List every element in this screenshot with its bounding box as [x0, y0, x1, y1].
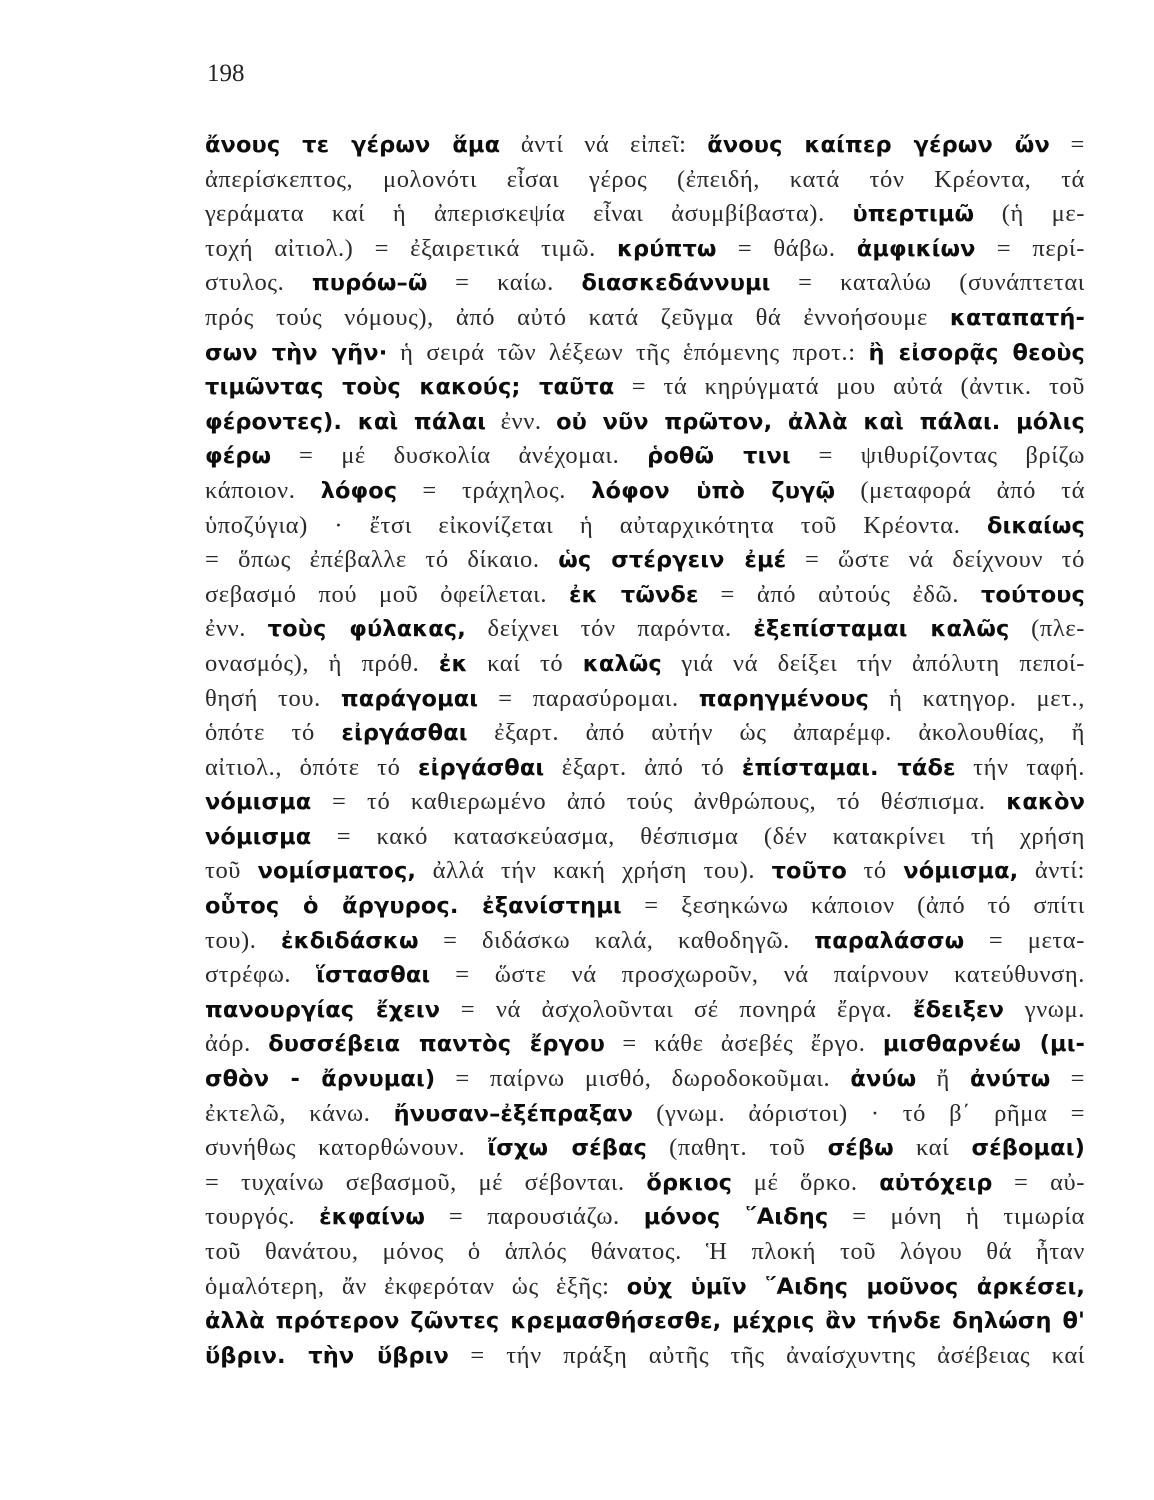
gloss-text: τοχή αἰτιολ.) = ἐξαιρετικά τιμῶ. [205, 234, 617, 262]
text-line [205, 1200, 1085, 1235]
lemma-term: φέρω [205, 443, 272, 470]
lemma-term: νόμισμα, [903, 858, 1019, 885]
gloss-text: ἐξαρτ. ἀπό αὐτήν ὡς ἀπαρέμφ. ἀκολουθίας, ἤ [467, 719, 1086, 747]
gloss-text: ἐνν. [205, 615, 268, 643]
gloss-text: τοῦ [205, 857, 258, 885]
gloss-text: γεράματα καί ἡ ἀπερισκεψία εἶναι ἀσυμβίβαστα). [205, 200, 853, 228]
page-number: 198 [207, 60, 245, 87]
lemma-term: ἐκφαίνω [319, 1204, 425, 1231]
lemma-term: σθὸν - ἄρνυμαι) [205, 1066, 436, 1093]
lemma-term: λόφον ὑπὸ ζυγῷ [591, 477, 836, 504]
text-line [205, 1235, 1085, 1270]
lemma-term: ἀνύω [850, 1066, 917, 1093]
gloss-text: ὑποζύγια) · ἔτσι εἰκονίζεται ἡ αὐταρχικότητα τοῦ Κρέοντα. [205, 511, 987, 539]
gloss-text: = ξεσηκώνω κάποιον (ἀπό τό σπίτι [621, 892, 1085, 920]
gloss-text: = ὅπως ἐπέβαλλε τό δίκαιο. [205, 546, 559, 574]
gloss-text: (γνωμ. ἀόριστοι) · τό β΄ ρῆμα = [633, 1099, 1086, 1127]
gloss-text: = μέ δυσκολία ἀνέχομαι. [271, 442, 648, 470]
gloss-text: στρέφω. [205, 961, 317, 989]
lemma-term: παραλάσσω [814, 927, 965, 954]
gloss-text: καί [893, 1134, 972, 1162]
lemma-term: δυσσέβεια παντὸς ἔργου [268, 1031, 605, 1058]
lemma-term: μόνος ῞Αιδης [643, 1204, 829, 1231]
text-line [205, 197, 1085, 232]
gloss-text: (μεταφορά ἀπό τά [835, 476, 1086, 504]
text-line [205, 1027, 1085, 1062]
lemma-term: φέροντες). καὶ πάλαι [205, 408, 487, 435]
lemma-term: ἀμφικίων [856, 235, 976, 262]
lemma-term: ἄνους τε γέρων ἅμα [205, 132, 501, 158]
gloss-text: = θάβω. [716, 234, 857, 262]
gloss-text: ονασμός), ἡ πρόθ. [205, 649, 439, 677]
gloss-text: = καίω. [427, 269, 582, 297]
text-line [205, 716, 1085, 751]
gloss-text: = τό καθιερωμένο ἀπό τούς ἀνθρώπους, τό θέσπισμα. [311, 788, 1007, 816]
text-line [205, 1097, 1085, 1132]
lemma-term: αὐτόχειρ [879, 1169, 993, 1196]
text-line [205, 924, 1085, 959]
lemma-term: λόφος [320, 477, 398, 504]
gloss-text: = [1050, 1065, 1085, 1093]
lemma-term: ἴσχω σέβας [487, 1135, 647, 1162]
lemma-term: εἰργάσθαι [417, 754, 545, 781]
gloss-text: = μόνη ἡ τιμωρία [828, 1203, 1085, 1231]
lemma-term: νομίσματος, [257, 858, 417, 885]
lemma-term: ἐξεπίσταμαι καλῶς [753, 616, 1010, 643]
text-line [205, 1166, 1085, 1201]
lemma-term: σων τὴν γῆν· [205, 339, 388, 366]
lemma-term: ἐκδιδάσκω [281, 927, 419, 954]
text-line [205, 1062, 1085, 1097]
gloss-text: ἡ σειρά τῶν λέξεων τῆς ἑπόμενης προτ.: [387, 338, 869, 366]
text-line [205, 370, 1085, 405]
text-line [205, 1304, 1085, 1339]
lemma-term: ἤνυσαν–ἐξέπραξαν [393, 1100, 634, 1127]
gloss-text: πρός τούς νόμους), ἀπό αὐτό κατά ζεῦγμα θά ἐννοήσουμε [205, 303, 950, 331]
text-line [205, 854, 1085, 889]
gloss-text: αἰτιολ., ὁπότε τό [205, 753, 418, 781]
gloss-text: = αὐ- [992, 1168, 1085, 1196]
lemma-term: σέβομαι) [971, 1135, 1085, 1162]
gloss-text: = παρασύρομαι. [478, 684, 699, 712]
lemma-term: κακὸν [1006, 789, 1085, 816]
gloss-text: συνήθως κατορθώνουν. [205, 1134, 488, 1162]
text-line [205, 647, 1085, 682]
lemma-term: πυρόω–ῶ [311, 270, 428, 297]
gloss-text: = περί- [975, 234, 1085, 262]
lemma-term: καλῶς [582, 650, 662, 677]
gloss-text: = τήν πράξη αὐτῆς τῆς ἀναίσχυντης ἀσέβειας καί [448, 1341, 1085, 1369]
lemma-term: ἀλλὰ πρότερον ζῶντες κρεμασθήσεσθε, μέχρις ἂν τήνδε δηλώση θ' [205, 1308, 1085, 1335]
lemma-term: ἐκ τῶνδε [569, 581, 699, 608]
gloss-text: τό [846, 857, 904, 885]
gloss-text: (παθητ. τοῦ [646, 1134, 828, 1162]
gloss-text: = νά ἀσχολοῦνται σέ πονηρά ἔργα. [440, 995, 913, 1023]
lemma-term: διασκεδάννυμι [581, 270, 771, 297]
gloss-text: = διδάσκω καλά, καθοδηγῶ. [418, 926, 815, 954]
text-line [205, 266, 1085, 301]
commentary-text [205, 128, 1085, 1373]
gloss-text: (πλε- [1009, 615, 1085, 643]
lemma-term: ὕβριν. τὴν ὕβριν [205, 1342, 449, 1369]
gloss-text: = ἀπό αὐτούς ἐδῶ. [698, 580, 981, 608]
lemma-term: οὐχ ὑμῖν ῞Αιδης μοῦνος ἀρκέσει, [626, 1273, 1085, 1300]
lemma-term: ἐπίσταμαι. τάδε [741, 754, 956, 781]
lemma-term: ἄνους καίπερ γέρων ὤν [707, 132, 1050, 158]
gloss-text: = τά κηρύγματά μου αὐτά (ἀντικ. τοῦ [614, 373, 1085, 401]
gloss-text: δείχνει τόν παρόντα. [465, 615, 754, 643]
lemma-term: ῥοθῶ τινι [647, 443, 791, 470]
gloss-text: ἀπερίσκεπτος, μολονότι εἶσαι γέρος (ἐπειδή, κατά τόν Κρέοντα, τά [205, 165, 1085, 193]
gloss-text: = καταλύω (συνάπτεται [770, 269, 1085, 297]
text-line [205, 439, 1085, 474]
lemma-term: καταπατή- [949, 304, 1085, 331]
gloss-text: = ὥστε νά προσχωροῦν, νά παίρνουν κατεύθυνση. [430, 961, 1085, 989]
gloss-text: τουργός. [205, 1203, 320, 1231]
gloss-text: ὁπότε τό [205, 719, 342, 747]
gloss-text: = τυχαίνω σεβασμοῦ, μέ σέβονται. [205, 1168, 647, 1196]
text-line [205, 336, 1085, 371]
lemma-term: σέβω [827, 1135, 894, 1162]
gloss-text: ὁμαλότερη, ἄν ἐκφερόταν ὡς ἑξῆς: [205, 1272, 627, 1300]
gloss-text: = [1049, 131, 1085, 158]
gloss-text: τοῦ θανάτου, μόνος ὁ ἁπλός θάνατος. Ἡ πλοκή τοῦ λόγου θά ἦταν [205, 1238, 1085, 1265]
text-line [205, 128, 1085, 163]
gloss-text: ἐνν. [486, 407, 557, 435]
text-line [205, 405, 1085, 440]
text-line [205, 232, 1085, 267]
gloss-text: ἐξαρτ. ἀπό τό [544, 753, 742, 781]
lemma-term: οὐ νῦν πρῶτον, ἀλλὰ καὶ πάλαι. μόλις [556, 408, 1085, 435]
lemma-term: ὑπερτιμῶ [852, 201, 975, 228]
lemma-term: εἰργάσθαι [341, 720, 468, 747]
gloss-text: τήν ταφή. [955, 753, 1086, 781]
lemma-term: μισθαρνέω (μι- [882, 1031, 1085, 1058]
lemma-term: τιμῶντας τοὺς κακούς; ταῦτα [205, 374, 615, 401]
gloss-text: καί τό [467, 649, 583, 677]
text-line [205, 612, 1085, 647]
text-line [205, 578, 1085, 613]
gloss-text: ἀόρ. [205, 1030, 269, 1058]
gloss-text: (ἡ με- [974, 200, 1085, 228]
gloss-text: σεβασμό πού μοῦ ὀφείλεται. [205, 580, 570, 608]
text-line [205, 543, 1085, 578]
gloss-text: γιά νά δείξει τήν ἀπόλυτη πεποί- [661, 649, 1085, 677]
gloss-text: ἀντί νά εἰπεῖ: [500, 131, 708, 158]
gloss-text: ἤ [916, 1065, 971, 1093]
lemma-term: πανουργίας ἔχειν [205, 996, 441, 1023]
gloss-text: = τράχηλος. [397, 476, 592, 504]
text-line [205, 682, 1085, 717]
gloss-text: ἡ κατηγορ. μετ., [869, 684, 1086, 712]
text-line [205, 889, 1085, 924]
lemma-term: τοῦτο [771, 858, 847, 885]
text-line [205, 1270, 1085, 1305]
lemma-term: παρηγμένους [698, 685, 869, 712]
lemma-term: οὗτος ὁ ἄργυρος. ἐξανίστημι [205, 893, 622, 920]
text-line [205, 993, 1085, 1028]
lemma-term: ὅρκιος [646, 1169, 733, 1196]
gloss-text: = ψιθυρίζοντας βρίζω [790, 442, 1085, 470]
text-line [205, 163, 1085, 198]
lemma-term: νόμισμα [205, 789, 312, 816]
gloss-text: = κάθε ἀσεβές ἔργο. [604, 1030, 883, 1058]
lemma-term: παράγομαι [340, 685, 479, 712]
lemma-term: ἢ εἰσορᾷς θεοὺς [868, 339, 1085, 366]
gloss-text: = παρουσιάζω. [424, 1203, 644, 1231]
gloss-text: ἀλλά τήν κακή χρήση του). [416, 857, 772, 885]
lemma-term: τοὺς φύλακας, [267, 616, 466, 643]
gloss-text: θησή του. [205, 684, 341, 712]
gloss-text: = ὥστε νά δείχνουν τό [786, 546, 1085, 574]
text-line [205, 509, 1085, 544]
lemma-term: τούτους [980, 581, 1085, 608]
text-line [205, 958, 1085, 993]
gloss-text: στυλος. [205, 269, 312, 297]
text-line [205, 785, 1085, 820]
gloss-text: κάποιον. [205, 476, 321, 504]
lemma-term: κρύπτω [616, 235, 717, 262]
gloss-text: ἀντί: [1018, 857, 1085, 885]
gloss-text: γνωμ. [1004, 995, 1085, 1023]
lemma-term: ἔδειξεν [912, 996, 1005, 1023]
lemma-term: ἐκ [438, 650, 468, 677]
gloss-text: του). [205, 926, 282, 954]
gloss-text: = παίρνω μισθό, δωροδοκοῦμαι. [435, 1065, 851, 1093]
text-line [205, 751, 1085, 786]
text-line [205, 474, 1085, 509]
gloss-text: ἐκτελῶ, κάνω. [205, 1099, 394, 1127]
text-line [205, 820, 1085, 855]
gloss-text: = μετα- [964, 926, 1085, 954]
text-line [205, 1131, 1085, 1166]
lemma-term: ὡς στέργειν ἐμέ [558, 547, 787, 574]
text-line [205, 1339, 1085, 1374]
gloss-text: μέ ὅρκο. [732, 1168, 880, 1196]
lemma-term: δικαίως [986, 512, 1085, 539]
lemma-term: ἵστασθαι [316, 962, 431, 989]
text-line [205, 301, 1085, 336]
lemma-term: νόμισμα [205, 823, 312, 850]
lemma-term: ἀνύτω [970, 1066, 1051, 1093]
gloss-text: = κακό κατασκεύασμα, θέσπισμα (δέν κατακρίνει τή χρήση [311, 822, 1085, 850]
